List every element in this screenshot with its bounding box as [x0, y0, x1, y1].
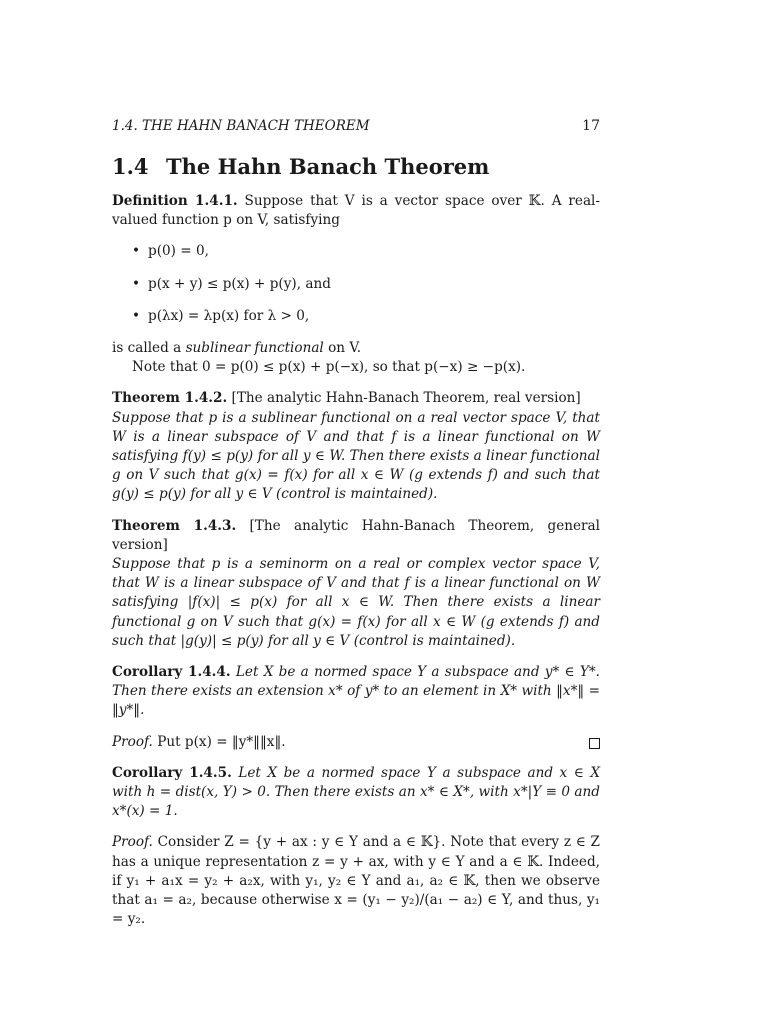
book-page	[112, 118, 600, 930]
proof-1-4-5	[112, 833, 600, 929]
theorem-bracket: [The analytic Hahn-Banach Theorem, real version]	[227, 390, 581, 407]
section-number: 1.4	[112, 154, 149, 179]
theorem-body: Suppose that p is a sublinear functional on a real vector space V, that W is a linear subspace of V and that f is a linear functional on W satisfying f(y) ≤ p(y) for all y ∈ W. Then there exists a linear functional g on V such that g(x) = f(x) for all x ∈ W (g extends f) and such that g(y) ≤ p(y) for all y ∈ V (control is maintained).	[112, 409, 600, 503]
section-title: The Hahn Banach Theorem	[166, 154, 490, 179]
theorem-label: Theorem 1.4.3.	[112, 517, 237, 534]
proof-label: Proof.	[112, 834, 153, 851]
corollary-body: Let X be a normed space Y a subspace and x ∈ X with h = dist(x, Y) > 0. Then there exists an x* ∈ X*, with x*|Y ≡ 0 and x*(x) = 1.	[112, 764, 600, 820]
definition-conclusion: is called a sublinear functional on V.	[112, 340, 362, 357]
running-header	[112, 118, 600, 140]
definition-conditions-list	[112, 242, 600, 326]
proof-label: Proof.	[112, 733, 153, 750]
theorem-1-4-3	[112, 517, 600, 651]
list-item: • p(x + y) ≤ p(x) + p(y), and	[132, 275, 331, 292]
corollary-label: Corollary 1.4.5.	[112, 764, 232, 781]
defined-term: sublinear functional	[185, 340, 324, 357]
theorem-label: Theorem 1.4.2.	[112, 390, 228, 407]
proof-1-4-4	[112, 733, 600, 752]
qed-box-icon	[589, 738, 600, 749]
corollary-label: Corollary 1.4.4.	[112, 664, 231, 681]
proof-body: Put p(x) = ‖y*‖‖x‖.	[152, 733, 286, 750]
section-heading	[112, 152, 600, 182]
theorem-body: Suppose that p is a seminorm on a real or complex vector space V, that W is a linear subspace of V and that f is a linear functional on W satisfying |f(x)| ≤ p(x) for all x ∈ W. Then there exists a linear functional g on V such that g(x) = f(x) for all x ∈ W (g extends f) and such that |g(y)| ≤ p(y) for all y ∈ V (control is maintained).	[112, 556, 600, 649]
theorem-1-4-2	[112, 389, 600, 504]
list-item: • p(0) = 0,	[132, 243, 209, 260]
definition-text: Suppose that V is a vector space over 𝕂. A real-valued function p on V, satisfying	[112, 193, 600, 229]
page-number: 17	[582, 118, 600, 134]
proof-body: Consider Z = {y + ax : y ∈ Y and a ∈ 𝕂}. Note that every z ∈ Z has a unique representation z = y + ax, with y ∈ Y and a ∈ 𝕂. Indeed, if y₁ + a₁x = y₂ + a₂x, with y₁, y₂ ∈ Y and a₁, a₂ ∈ 𝕂, then we observe that a₁ = a₂, because otherwise x = (y₁ − y₂)/(a₁ − a₂) ∈ Y, and thus, y₁ = y₂.	[112, 834, 600, 928]
definition-1-4-1	[112, 192, 600, 230]
corollary-1-4-4	[112, 663, 600, 721]
corollary-1-4-5	[112, 764, 600, 822]
theorem-bracket: [The analytic Hahn-Banach Theorem, general version]	[112, 517, 600, 553]
corollary-body: Let X be a normed space Y a subspace and y* ∈ Y*. Then there exists an extension x* of y* to an element in X* with ‖x*‖ = ‖y*‖.	[112, 664, 600, 719]
running-title: 1.4. THE HAHN BANACH THEOREM	[112, 118, 370, 134]
definition-label: Definition 1.4.1.	[112, 193, 238, 209]
definition-note: Note that 0 = p(0) ≤ p(x) + p(−x), so that p(−x) ≥ −p(x).	[132, 359, 526, 376]
list-item: • p(λx) = λp(x) for λ > 0,	[132, 307, 310, 324]
